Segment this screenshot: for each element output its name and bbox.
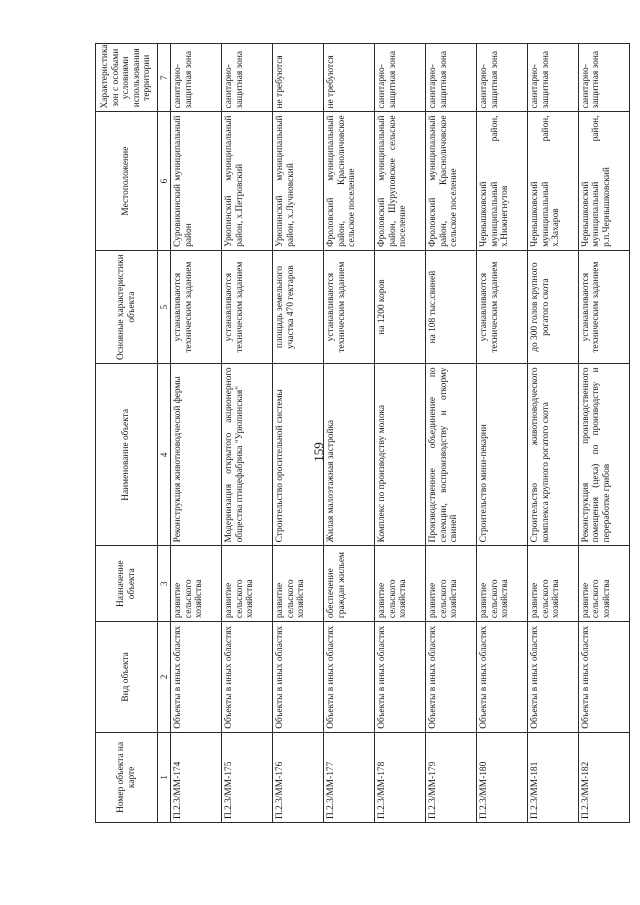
table-row	[324, 44, 375, 823]
table-row	[222, 44, 273, 823]
cell-name: Модернизация открытого акционерного общества птицефабрика "Урюпинская"	[222, 364, 273, 546]
cell-characteristics: площадь земельного участка 470 гектаров	[273, 250, 324, 364]
cell-name: Жилая малоэтажная застройка	[324, 364, 375, 546]
cell-purpose: развитие сельского хозяйства	[171, 546, 222, 622]
cell-purpose: развитие сельского хозяйства	[273, 546, 324, 622]
cell-name: Строительство животноводческого комплекса крупного рогатого скота	[527, 364, 578, 546]
cell-characteristics: до 300 голов крупного рогатого скота	[527, 250, 578, 364]
cell-characteristics: устанавливаются техническим заданием	[222, 250, 273, 364]
cell-zone: не требуются	[273, 44, 324, 113]
objects-table-container	[95, 43, 630, 823]
cell-number: П.2.3/ММ-175	[222, 732, 273, 822]
cell-number: П.2.3/ММ-176	[273, 732, 324, 822]
cell-kind: Объекты в иных областях	[476, 622, 527, 733]
cell-number: П.2.3/ММ-180	[476, 732, 527, 822]
cell-name: Строительство оросительной системы	[273, 364, 324, 546]
table-row	[273, 44, 324, 823]
cell-zone: санитарно-защитная зона	[476, 44, 527, 113]
cell-location: Урюпинский муниципальный район, х.Петровский	[222, 112, 273, 250]
cell-location: Фроловский муниципальный район, Шуруповское сельское поселение	[375, 112, 426, 250]
table-row	[476, 44, 527, 823]
cell-kind: Объекты в иных областях	[171, 622, 222, 733]
header-zone: Характеристика зон с особыми условиями использования территории	[96, 44, 158, 113]
cell-location: Чернышковский муниципальный район, х.Захаров	[527, 112, 578, 250]
cell-purpose: развитие сельского хозяйства	[375, 546, 426, 622]
cell-location: Урюпинский муниципальный район, х.Лучновский	[273, 112, 324, 250]
cell-name: Строительство мини-пекарни	[476, 364, 527, 546]
objects-table	[95, 43, 630, 823]
cell-kind: Объекты в иных областях	[426, 622, 477, 733]
column-number: 2	[158, 622, 171, 733]
cell-name: Реконструкция животноводческой фермы	[171, 364, 222, 546]
table-row	[426, 44, 477, 823]
cell-characteristics: на 108 тыс.свиней	[426, 250, 477, 364]
cell-kind: Объекты в иных областях	[222, 622, 273, 733]
cell-characteristics: на 1200 коров	[375, 250, 426, 364]
column-number-row	[158, 44, 171, 823]
page-number: 159	[311, 442, 326, 462]
column-number: 6	[158, 112, 171, 250]
cell-purpose: обеспечение граждан жильем	[324, 546, 375, 622]
cell-location: Суровикинский муниципальный район	[171, 112, 222, 250]
cell-location: Фроловский муниципальный район, Красноличовское сельское поселение	[426, 112, 477, 250]
table-row	[527, 44, 578, 823]
cell-characteristics: устанавливаются техническим заданием	[476, 250, 527, 364]
cell-kind: Объекты в иных областях	[324, 622, 375, 733]
cell-kind: Объекты в иных областях	[375, 622, 426, 733]
table-header-row	[96, 44, 158, 823]
column-number: 1	[158, 732, 171, 822]
cell-name: Производственное объединение по селекции, воспроизводству и откорму свиней	[426, 364, 477, 546]
table-row	[171, 44, 222, 823]
cell-characteristics: устанавливаются техническим заданием	[324, 250, 375, 364]
cell-purpose: развитие сельского хозяйства	[578, 546, 629, 622]
column-number: 4	[158, 364, 171, 546]
cell-number: П.2.3/ММ-177	[324, 732, 375, 822]
cell-zone: санитарно-защитная зона	[171, 44, 222, 113]
cell-zone: санитарно-защитная зона	[527, 44, 578, 113]
column-number: 5	[158, 250, 171, 364]
table-row	[578, 44, 629, 823]
cell-characteristics: устанавливаются техническим заданием	[171, 250, 222, 364]
cell-kind: Объекты в иных областях	[273, 622, 324, 733]
cell-zone: санитарно-защитная зона	[426, 44, 477, 113]
header-purpose: Назначение объекта	[96, 546, 158, 622]
cell-zone: санитарно-защитная зона	[578, 44, 629, 113]
column-number: 3	[158, 546, 171, 622]
cell-zone: санитарно-защитная зона	[375, 44, 426, 113]
header-kind: Вид объекта	[96, 622, 158, 733]
header-name: Наименование объекта	[96, 364, 158, 546]
header-number: Номер объекта на карте	[96, 732, 158, 822]
cell-zone: санитарно-защитная зона	[222, 44, 273, 113]
header-location: Местоположение	[96, 112, 158, 250]
cell-kind: Объекты в иных областях	[578, 622, 629, 733]
cell-kind: Объекты в иных областях	[527, 622, 578, 733]
cell-characteristics: устанавливаются техническим заданием	[578, 250, 629, 364]
cell-name: Комплекс по производству молока	[375, 364, 426, 546]
cell-purpose: развитие сельского хозяйства	[476, 546, 527, 622]
cell-location: Фроловский муниципальный район, Красноличовское сельское поселение	[324, 112, 375, 250]
cell-zone: не требуются	[324, 44, 375, 113]
cell-location: Чернышковский муниципальный район, х.Нижнегнутов	[476, 112, 527, 250]
cell-number: П.2.3/ММ-182	[578, 732, 629, 822]
table-row	[375, 44, 426, 823]
cell-number: П.2.3/ММ-181	[527, 732, 578, 822]
cell-number: П.2.3/ММ-178	[375, 732, 426, 822]
cell-purpose: развитие сельского хозяйства	[222, 546, 273, 622]
cell-name: Реконструкция производственного помещения (цеха) по производству и переработке грибов	[578, 364, 629, 546]
header-characteristics: Основные характеристики объекта	[96, 250, 158, 364]
cell-purpose: развитие сельского хозяйства	[426, 546, 477, 622]
column-number: 7	[158, 44, 171, 113]
cell-location: Чернышковский муниципальный район, р.п.Чернышковский	[578, 112, 629, 250]
cell-number: П.2.3/ММ-179	[426, 732, 477, 822]
cell-number: П.2.3/ММ-174	[171, 732, 222, 822]
cell-purpose: развитие сельского хозяйства	[527, 546, 578, 622]
